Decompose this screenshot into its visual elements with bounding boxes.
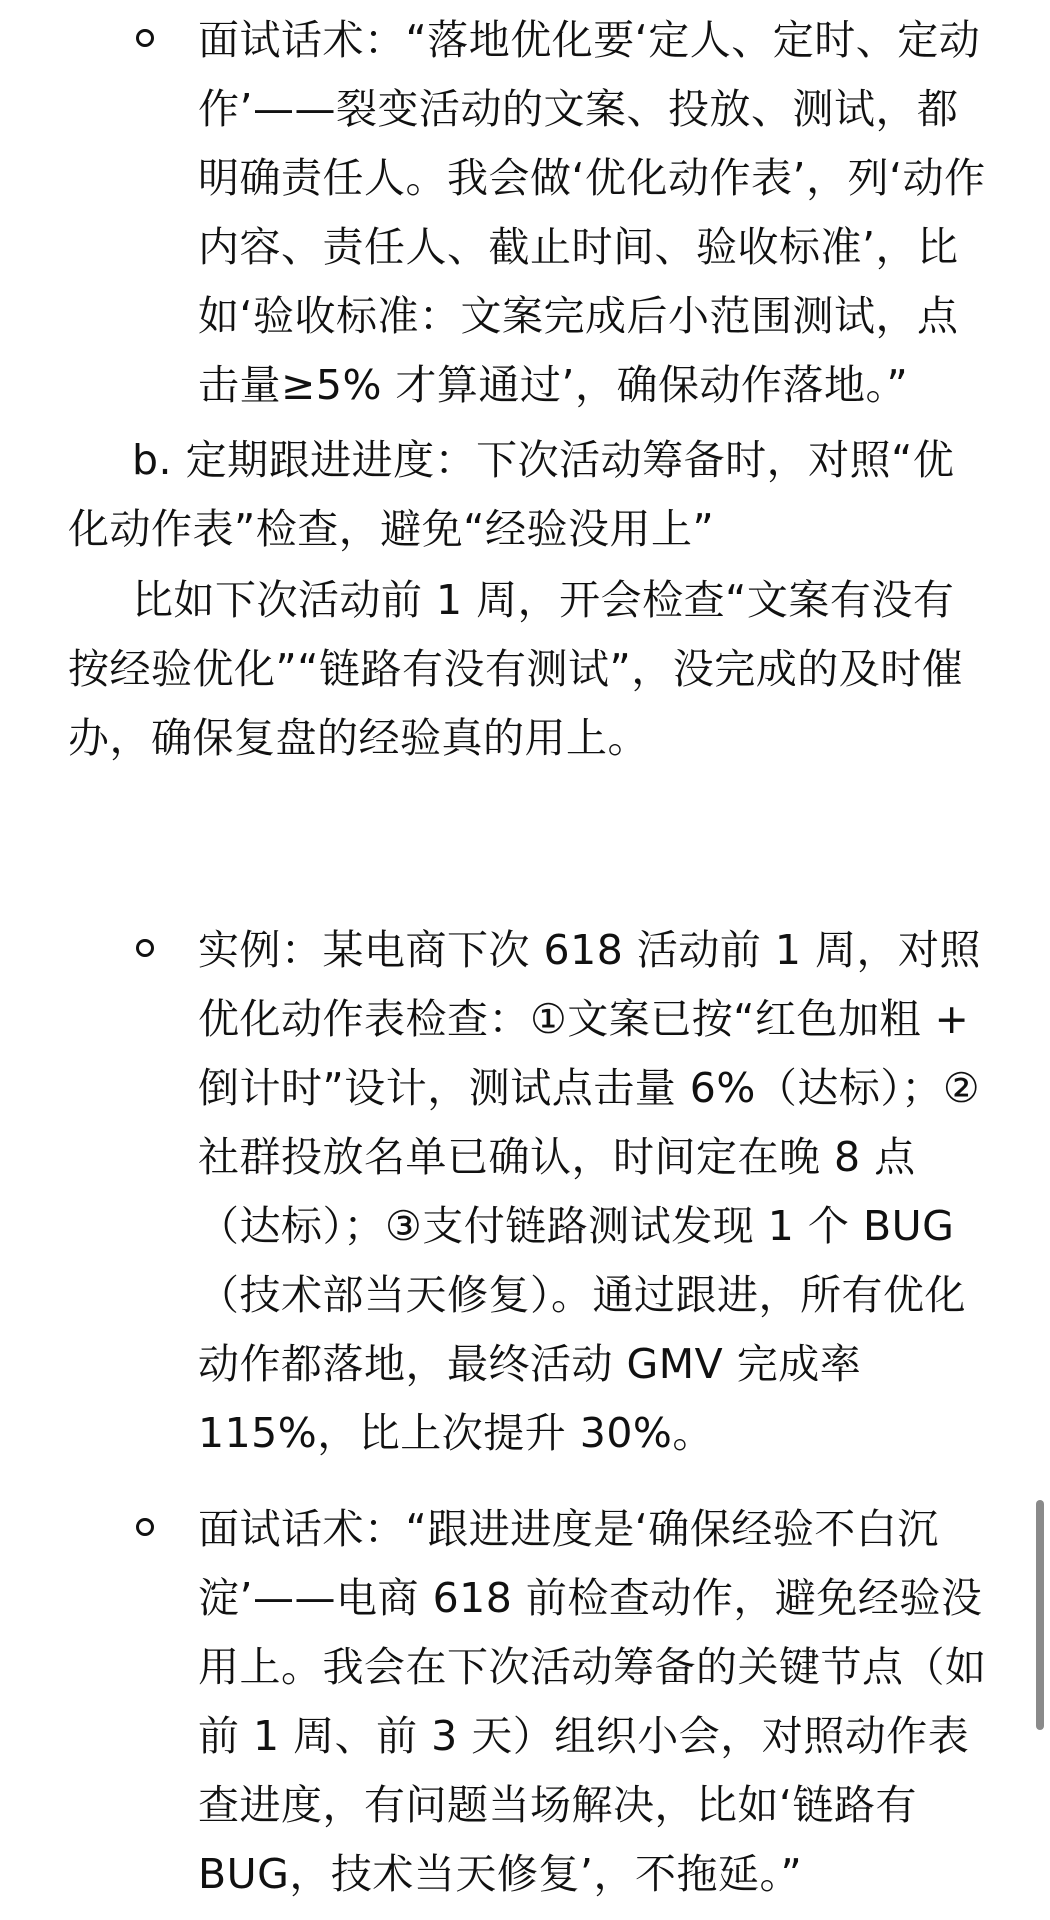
subheading-b: b. 定期跟进进度：下次活动筹备时，对照“优化动作表”检查，避免“经验没用上” (68, 436, 955, 553)
bullet-marker (136, 939, 154, 957)
bullet-marker (136, 1518, 154, 1536)
bullet-marker (136, 29, 154, 47)
scrollbar[interactable] (1036, 1500, 1044, 1730)
bullet-interview-script-2: 面试话术：“跟进进度是‘确保经验不白沉淀’——电商 618 前检查动作，避免经验没用上。我会在下次活动筹备的关键节点（如前 1 周、前 3 天）组织小会，对照动作表查进度，有问题当场解决，比如‘链路有 BUG，技术当天修复’，不拖延。” (198, 1505, 987, 1898)
bullet-case-example: 实例：某电商下次 618 活动前 1 周，对照优化动作表检查：①文案已按“红色加粗 + 倒计时”设计，测试点击量 6%（达标）；②社群投放名单已确认，时间定在晚 8 点（达标）；③支付链路测试发现 1 个 BUG（技术部当天修复）。通过跟进，所有优化动作都落地，最终活动 GMV 完成率 115%，比上次提升 30%。 (198, 926, 981, 1457)
bullet-interview-script-1: 面试话术：“落地优化要‘定人、定时、定动作’——裂变活动的文案、投放、测试，都明确责任人。我会做‘优化动作表’，列‘动作内容、责任人、截止时间、验收标准’，比如‘验收标准：文案完成后小范围测试，点击量≥5% 才算通过’，确保动作落地。” (198, 16, 986, 409)
paragraph-example: 比如下次活动前 1 周，开会检查“文案有没有按经验优化”“链路有没有测试”，没完成的及时催办，确保复盘的经验真的用上。 (68, 576, 964, 762)
